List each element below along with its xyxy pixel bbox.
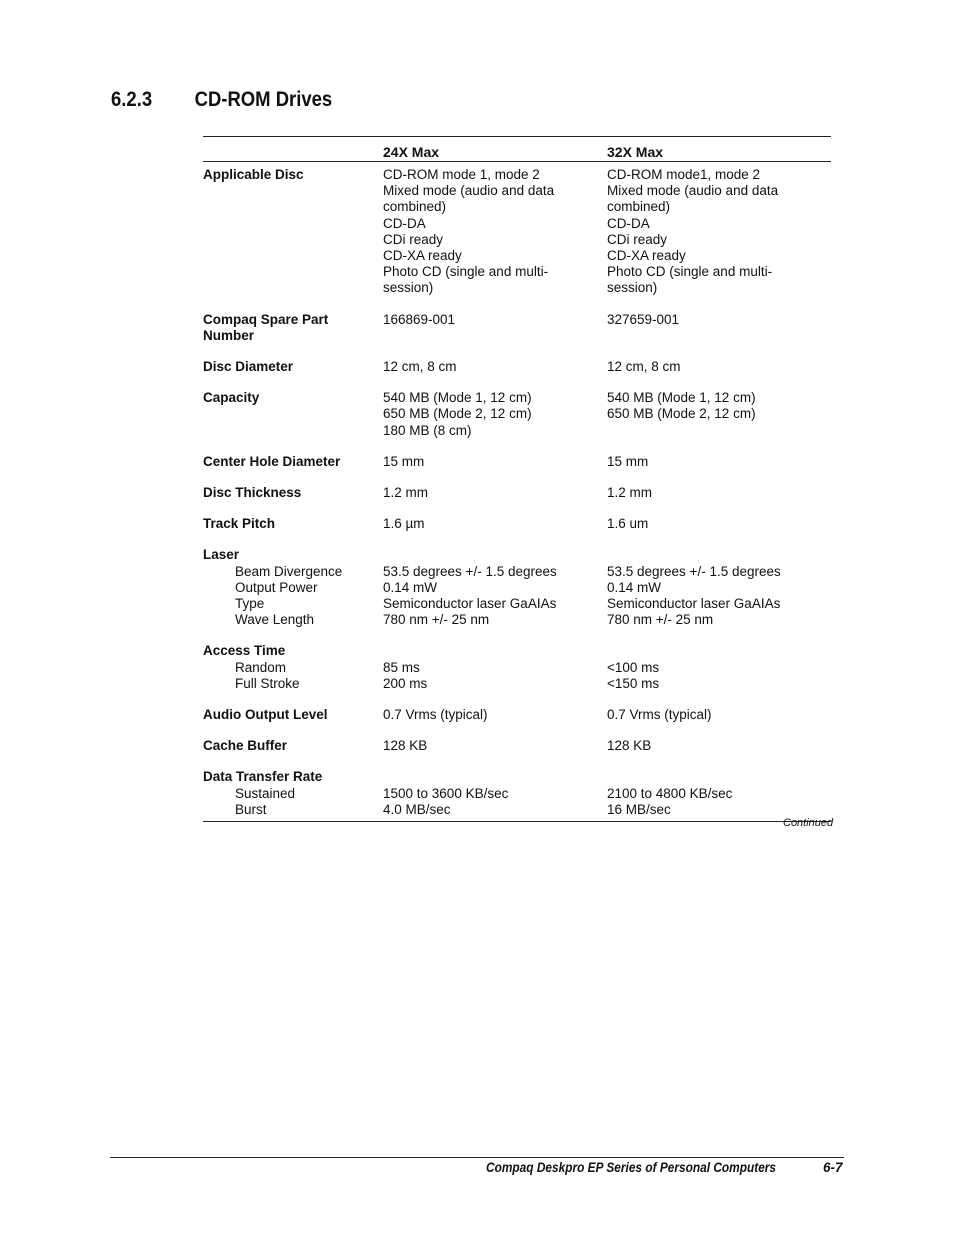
value-24x-cell (383, 516, 607, 532)
value-32x (607, 769, 831, 785)
value-24x: 4.0 MB/sec (383, 801, 451, 817)
value-32x-cell (607, 454, 831, 470)
value-32x-cell (607, 769, 831, 818)
value-32x-cell (607, 485, 831, 501)
table-row (203, 547, 831, 628)
row-label-line: Access Time (203, 643, 286, 659)
value-24x-cell (383, 485, 607, 501)
value-32x: session) (607, 280, 658, 296)
value-32x: Photo CD (single and multi- (607, 264, 773, 280)
value-32x: 15 mm (607, 453, 649, 469)
value-24x-cell (383, 390, 607, 439)
value-32x: 327659-001 (607, 311, 680, 327)
table-row (203, 516, 831, 532)
value-24x (383, 643, 607, 659)
row-label (203, 643, 383, 692)
row-label-line: Cache Buffer (203, 738, 288, 754)
value-32x-cell (607, 359, 831, 375)
row-label-line: Audio Output Level (203, 707, 328, 723)
value-24x: CD-DA (383, 215, 426, 231)
header-24x: 24X Max (383, 144, 440, 160)
table-body (203, 162, 831, 818)
row-sublabel: Sustained (235, 785, 296, 801)
value-24x: 12 cm, 8 cm (383, 359, 457, 375)
row-sublabel: Wave Length (235, 612, 315, 628)
table-row (203, 454, 831, 470)
value-32x: 2100 to 4800 KB/sec (607, 785, 733, 801)
value-24x: 166869-001 (383, 311, 456, 327)
value-32x: CD-DA (607, 215, 650, 231)
table-bottom-rule (203, 821, 831, 822)
value-24x-cell (383, 359, 607, 375)
footer-rule (110, 1157, 844, 1158)
value-24x: 0.7 Vrms (typical) (383, 707, 488, 723)
value-24x-cell (383, 167, 607, 297)
value-24x: combined) (383, 199, 447, 215)
table-row (203, 312, 831, 344)
row-label-line: Disc Thickness (203, 485, 302, 501)
value-24x: Mixed mode (audio and data (383, 183, 555, 199)
value-32x: 1.2 mm (607, 485, 653, 501)
value-32x: 0.7 Vrms (typical) (607, 707, 712, 723)
row-label (203, 454, 383, 470)
footer-page-number: 6-7 (823, 1160, 843, 1175)
value-24x-cell (383, 769, 607, 818)
row-label-line: Track Pitch (203, 516, 276, 532)
value-24x: 1.2 mm (383, 485, 429, 501)
table-row (203, 769, 831, 818)
section-number: 6.2.3 (111, 88, 153, 111)
value-24x: 1.6 µm (383, 516, 425, 532)
row-label (203, 547, 383, 628)
value-24x: 540 MB (Mode 1, 12 cm) (383, 390, 532, 406)
row-sublabel: Burst (235, 801, 267, 817)
table-row (203, 390, 831, 439)
value-24x: 15 mm (383, 453, 425, 469)
table-row (203, 643, 831, 692)
row-label (203, 707, 383, 723)
value-24x: 85 ms (383, 659, 420, 675)
row-label (203, 738, 383, 754)
value-24x: 1500 to 3600 KB/sec (383, 785, 509, 801)
section-heading (111, 88, 332, 112)
value-32x: Mixed mode (audio and data (607, 183, 779, 199)
row-label-line: Number (203, 327, 255, 343)
row-sublabel: Output Power (235, 579, 318, 595)
value-32x-cell (607, 390, 831, 439)
value-24x (383, 547, 607, 563)
row-label-line: Disc Diameter (203, 359, 294, 375)
row-sublabel: Beam Divergence (235, 563, 343, 579)
value-32x: 16 MB/sec (607, 801, 671, 817)
value-24x: CDi ready (383, 231, 444, 247)
continued-note: Continued (783, 817, 834, 829)
row-label (203, 390, 383, 439)
value-32x: CD-XA ready (607, 248, 686, 264)
value-24x-cell (383, 707, 607, 723)
value-24x: Semiconductor laser GaAIAs (383, 596, 557, 612)
section-title: CD-ROM Drives (194, 88, 333, 111)
row-label-line: Capacity (203, 390, 260, 406)
value-32x-cell (607, 643, 831, 692)
value-24x (383, 769, 607, 785)
row-sublabel: Type (235, 596, 265, 612)
row-label-line: Data Transfer Rate (203, 769, 323, 785)
value-32x-cell (607, 738, 831, 754)
row-label-line: Compaq Spare Part (203, 311, 329, 327)
value-24x-cell (383, 738, 607, 754)
header-32x: 32X Max (607, 144, 664, 160)
row-label-line: Laser (203, 547, 240, 563)
value-32x (607, 547, 831, 563)
value-24x: Photo CD (single and multi- (383, 264, 549, 280)
value-32x: 128 KB (607, 738, 652, 754)
value-24x: 200 ms (383, 675, 428, 691)
row-label (203, 312, 383, 344)
value-32x: CD-ROM mode1, mode 2 (607, 167, 761, 182)
value-24x: session) (383, 280, 434, 296)
value-32x: CDi ready (607, 231, 668, 247)
value-32x: <150 ms (607, 675, 660, 691)
value-32x: 0.14 mW (607, 579, 662, 595)
table-row (203, 359, 831, 375)
value-32x (607, 643, 831, 659)
table-row (203, 485, 831, 501)
specs-table (203, 136, 831, 822)
row-label (203, 516, 383, 532)
row-label (203, 359, 383, 375)
value-32x-cell (607, 312, 831, 344)
value-24x: 180 MB (8 cm) (383, 422, 472, 438)
value-32x: 53.5 degrees +/- 1.5 degrees (607, 563, 781, 579)
value-24x: 53.5 degrees +/- 1.5 degrees (383, 563, 557, 579)
row-label-line: Center Hole Diameter (203, 453, 341, 469)
row-label (203, 769, 383, 818)
value-24x: CD-ROM mode 1, mode 2 (383, 167, 540, 182)
value-32x: 1.6 um (607, 516, 649, 532)
row-label (203, 167, 383, 297)
value-24x: 650 MB (Mode 2, 12 cm) (383, 406, 532, 422)
value-24x-cell (383, 547, 607, 628)
row-label-line: Applicable Disc (203, 167, 304, 182)
value-32x: 780 nm +/- 25 nm (607, 612, 714, 628)
table-row (203, 707, 831, 723)
table-header (203, 137, 831, 161)
value-24x-cell (383, 454, 607, 470)
value-24x: 780 nm +/- 25 nm (383, 612, 490, 628)
row-label (203, 485, 383, 501)
value-32x: 650 MB (Mode 2, 12 cm) (607, 406, 756, 422)
footer-title: Compaq Deskpro EP Series of Personal Computers (486, 1160, 777, 1175)
value-32x: 12 cm, 8 cm (607, 359, 681, 375)
value-32x: <100 ms (607, 659, 660, 675)
value-32x-cell (607, 167, 831, 297)
value-24x-cell (383, 312, 607, 344)
value-24x: CD-XA ready (383, 248, 462, 264)
value-24x: 0.14 mW (383, 579, 438, 595)
value-32x: combined) (607, 199, 671, 215)
row-sublabel: Full Stroke (235, 675, 300, 691)
table-row (203, 167, 831, 297)
row-sublabel: Random (235, 659, 287, 675)
table-row (203, 738, 831, 754)
value-32x-cell (607, 707, 831, 723)
value-32x: Semiconductor laser GaAIAs (607, 596, 781, 612)
value-32x-cell (607, 547, 831, 628)
value-32x: 540 MB (Mode 1, 12 cm) (607, 390, 756, 406)
value-24x: 128 KB (383, 738, 428, 754)
value-24x-cell (383, 643, 607, 692)
value-32x-cell (607, 516, 831, 532)
